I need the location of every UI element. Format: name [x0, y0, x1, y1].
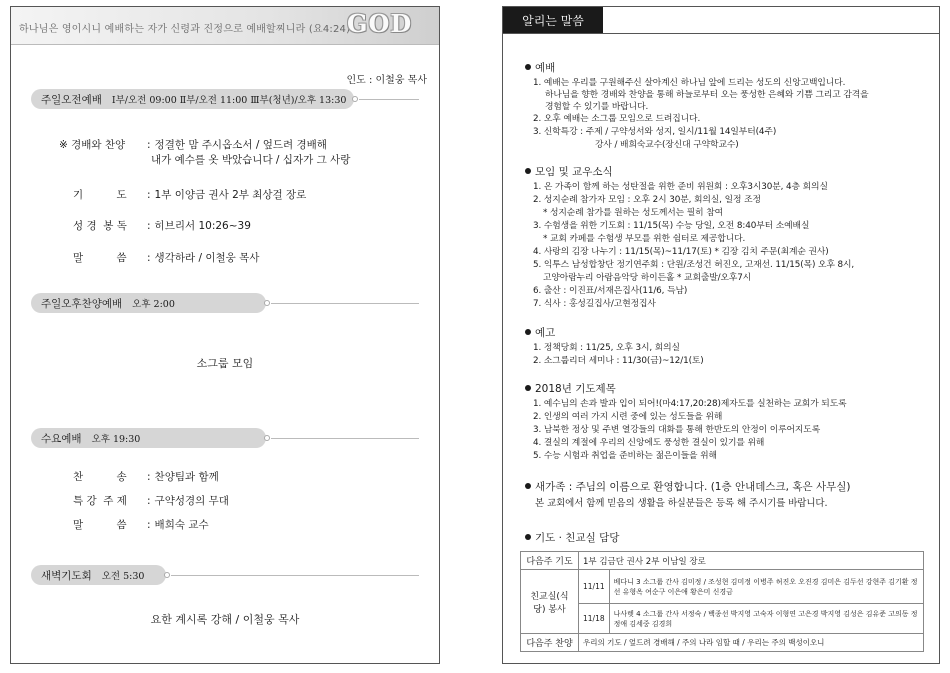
table-row — [521, 570, 924, 604]
announcement-line: 3. 남북한 정상 및 주변 열강들의 대화를 통해 한반도의 안정이 이루어지도록 — [533, 425, 821, 435]
bullet-icon — [525, 534, 531, 540]
wednesday-row-topic: 특 강 주 제 : 구약성경의 무대 — [73, 495, 229, 507]
announcement-line: 하나님을 향한 경배와 찬양을 통해 하늘로부터 오는 풍성한 은혜와 기쁨 그리고 감격을 — [545, 90, 869, 100]
morning-row-praise-cont: 내가 예수를 옷 박았습니다 / 십자가 그 사랑 — [151, 154, 351, 166]
banner-scripture-text: 하나님은 영이시니 예배하는 자가 신령과 진정으로 예배할찌니라 (요4:24) — [19, 24, 351, 35]
section-divider — [359, 99, 419, 100]
announcement-line: 1. 온 가족이 함께 하는 성탄절을 위한 준비 위원회 : 오후3시30분, 4층 회의실 — [533, 182, 828, 192]
announcement-line: 6. 출산 : 이진표/서재은집사(11/6, 득남) — [533, 286, 688, 296]
bullet-icon — [525, 329, 531, 335]
table-cell-date: 11/18 — [579, 604, 610, 634]
announcement-line: 5. 익투스 남성합창단 정기연주회 : 단원/조성건 허진오, 고재선. 11/15(목) 오후 8시, — [533, 260, 855, 270]
section-morning-service — [31, 89, 354, 109]
bullet-icon — [525, 168, 531, 174]
section-divider — [271, 438, 419, 439]
morning-row-prayer: 기 도 : 1부 이양금 권사 2부 최상걸 장로 — [73, 189, 307, 201]
section-name: 주일오후찬양예배 — [41, 297, 123, 310]
announcement-line: 고양아람누리 아람음악당 하이든홀 * 교회출발/오후7시 — [543, 273, 752, 283]
section-time: 오후 19:30 — [91, 434, 141, 445]
section-wednesday-service — [31, 428, 266, 448]
section-divider — [271, 303, 419, 304]
section-heading-duty-table: 기도 · 친교실 담당 — [525, 530, 619, 545]
table-cell-label: 다음주 찬양 — [521, 634, 579, 652]
section-time: 오전 5:30 — [101, 571, 145, 582]
announcement-line: 본 교회에서 함께 믿음의 생활을 하실분들은 등록 해 주시기를 바랍니다. — [535, 498, 828, 509]
announcement-line: 4. 결실의 계절에 우리의 신앙에도 풍성한 결실이 있기를 위해 — [533, 438, 765, 448]
announcement-line: * 교회 카페를 수험생 부모를 위한 쉼터로 제공합니다. — [543, 234, 746, 244]
announcements-title: 알리는 말씀 — [503, 7, 603, 33]
wednesday-row-hymn: 찬 송 : 찬양팀과 함께 — [73, 471, 219, 483]
announcement-line: 1. 예배는 우리를 구원해주신 살아계신 하나님 앞에 드리는 성도의 신앙고백입니다. — [533, 78, 846, 88]
announcement-line: 2. 성지순례 참가자 모임 : 오후 2시 30분, 회의실, 일정 조정 — [533, 195, 761, 205]
announcement-line: 1. 예수님의 손과 발과 입이 되어!(마4:17,20:28)제자도를 실천하는 교회가 되도록 — [533, 399, 847, 409]
dot-icon — [264, 435, 270, 441]
table-cell-names: 나사렛 4 소그룹 간사 서정숙 / 백종선 박지영 고숙자 이형연 고은경 박지영 김성은 김유준 고의동 정정애 김세중 김경희 — [609, 604, 923, 634]
afternoon-body: 소그룹 모임 — [196, 357, 254, 370]
table-cell-date: 11/11 — [579, 570, 610, 604]
section-heading-preview: 예고 — [525, 325, 555, 340]
morning-row-praise: ※ 경배와 찬양 : 정결한 맘 주시옵소서 / 엎드려 경배해 — [59, 139, 327, 151]
announcements-panel — [502, 6, 940, 664]
section-name: 새벽기도회 — [41, 569, 92, 582]
bullet-icon — [525, 483, 531, 489]
table-cell-label: 다음주 기도 — [521, 552, 579, 570]
table-cell-value: 우리의 기도 / 엎드려 경배해 / 주의 나라 임할 때 / 우리는 주의 백성이오니 — [579, 634, 924, 652]
bullet-icon — [525, 64, 531, 70]
section-time: 오후 2:00 — [132, 299, 175, 310]
table-row — [521, 634, 924, 652]
morning-row-sermon: 말 씀 : 생각하라 / 이철웅 목사 — [73, 252, 260, 264]
table-cell-label: 친교실(식당) 봉사 — [521, 570, 579, 634]
table-row — [521, 552, 924, 570]
section-heading-worship: 예배 — [525, 60, 555, 75]
section-heading-news: 모임 및 교우소식 — [525, 164, 613, 179]
section-name: 수요예배 — [41, 432, 82, 445]
announcement-line: * 성지순례 참가를 원하는 성도께서는 필히 참여 — [543, 208, 724, 218]
section-heading-prayer-topics: 2018년 기도제목 — [525, 381, 616, 396]
dot-icon — [352, 96, 358, 102]
announcement-line: 3. 수험생을 위한 기도회 : 11/15(목) 수능 당일, 오전 8:40부터 소예배실 — [533, 221, 810, 231]
bullet-icon — [525, 385, 531, 391]
duty-table — [520, 551, 924, 652]
morning-row-scripture: 성 경 봉 독 : 히브리서 10:26~39 — [73, 220, 251, 232]
announcement-line: 5. 수능 시험과 취업을 준비하는 젊은이들을 위해 — [533, 451, 717, 461]
section-heading-new-family: 새가족 : 주님의 이름으로 환영합니다. (1층 안내데스크, 혹은 사무실) — [525, 479, 851, 494]
table-cell-names: 베다니 3 소그룹 간사 김미정 / 조성현 김미정 이병주 허진오 오진경 김미은 김두선 강현주 김기환 정선 유형옥 여순구 이은애 황은미 신경금 — [609, 570, 923, 604]
announcement-line: 4. 사랑의 김장 나누기 : 11/15(목)~11/17(토) * 김장 김치 주문(최계순 권사) — [533, 247, 829, 257]
announcement-line: 경험할 수 있기를 바랍니다. — [545, 102, 649, 112]
section-divider — [171, 575, 419, 576]
announcement-line: 7. 식사 : 홍성길집사/고현정집사 — [533, 299, 656, 309]
title-divider — [503, 33, 939, 34]
wednesday-row-sermon: 말 씀 : 배희숙 교수 — [73, 519, 209, 531]
announcement-line: 2. 오후 예배는 소그룹 모임으로 드려집니다. — [533, 114, 701, 124]
table-cell-value: 1부 김금단 권사 2부 이남일 장로 — [579, 552, 924, 570]
order-of-worship-panel — [10, 6, 440, 664]
section-name: 주일오전예배 — [41, 93, 102, 106]
officiant-label: 인도 : 이철웅 목사 — [346, 75, 427, 86]
announcement-line: 3. 신학특강 : 주제 / 구약성서와 성지, 일시/11월 14일부터(4주) — [533, 127, 777, 137]
dot-icon — [164, 572, 170, 578]
section-dawn-prayer — [31, 565, 166, 585]
scripture-banner — [11, 7, 439, 45]
announcement-line: 1. 정책당회 : 11/25, 오후 3시, 회의실 — [533, 343, 680, 353]
section-time: Ⅰ부/오전 09:00 Ⅱ부/오전 11:00 Ⅲ부(청년)/오후 13:30 — [111, 95, 347, 106]
announcement-line: 강사 / 배희숙교수(장신대 구약학교수) — [595, 140, 739, 150]
table-row — [521, 604, 924, 634]
god-logo: GOD — [347, 9, 413, 38]
dot-icon — [264, 300, 270, 306]
announcement-line: 2. 인생의 여러 가지 시련 중에 있는 성도들을 위해 — [533, 412, 723, 422]
section-afternoon-service — [31, 293, 266, 313]
announcement-line: 2. 소그룹리더 세미나 : 11/30(금)~12/1(토) — [533, 356, 704, 366]
dawn-body: 요한 계시록 강해 / 이철웅 목사 — [150, 613, 300, 626]
